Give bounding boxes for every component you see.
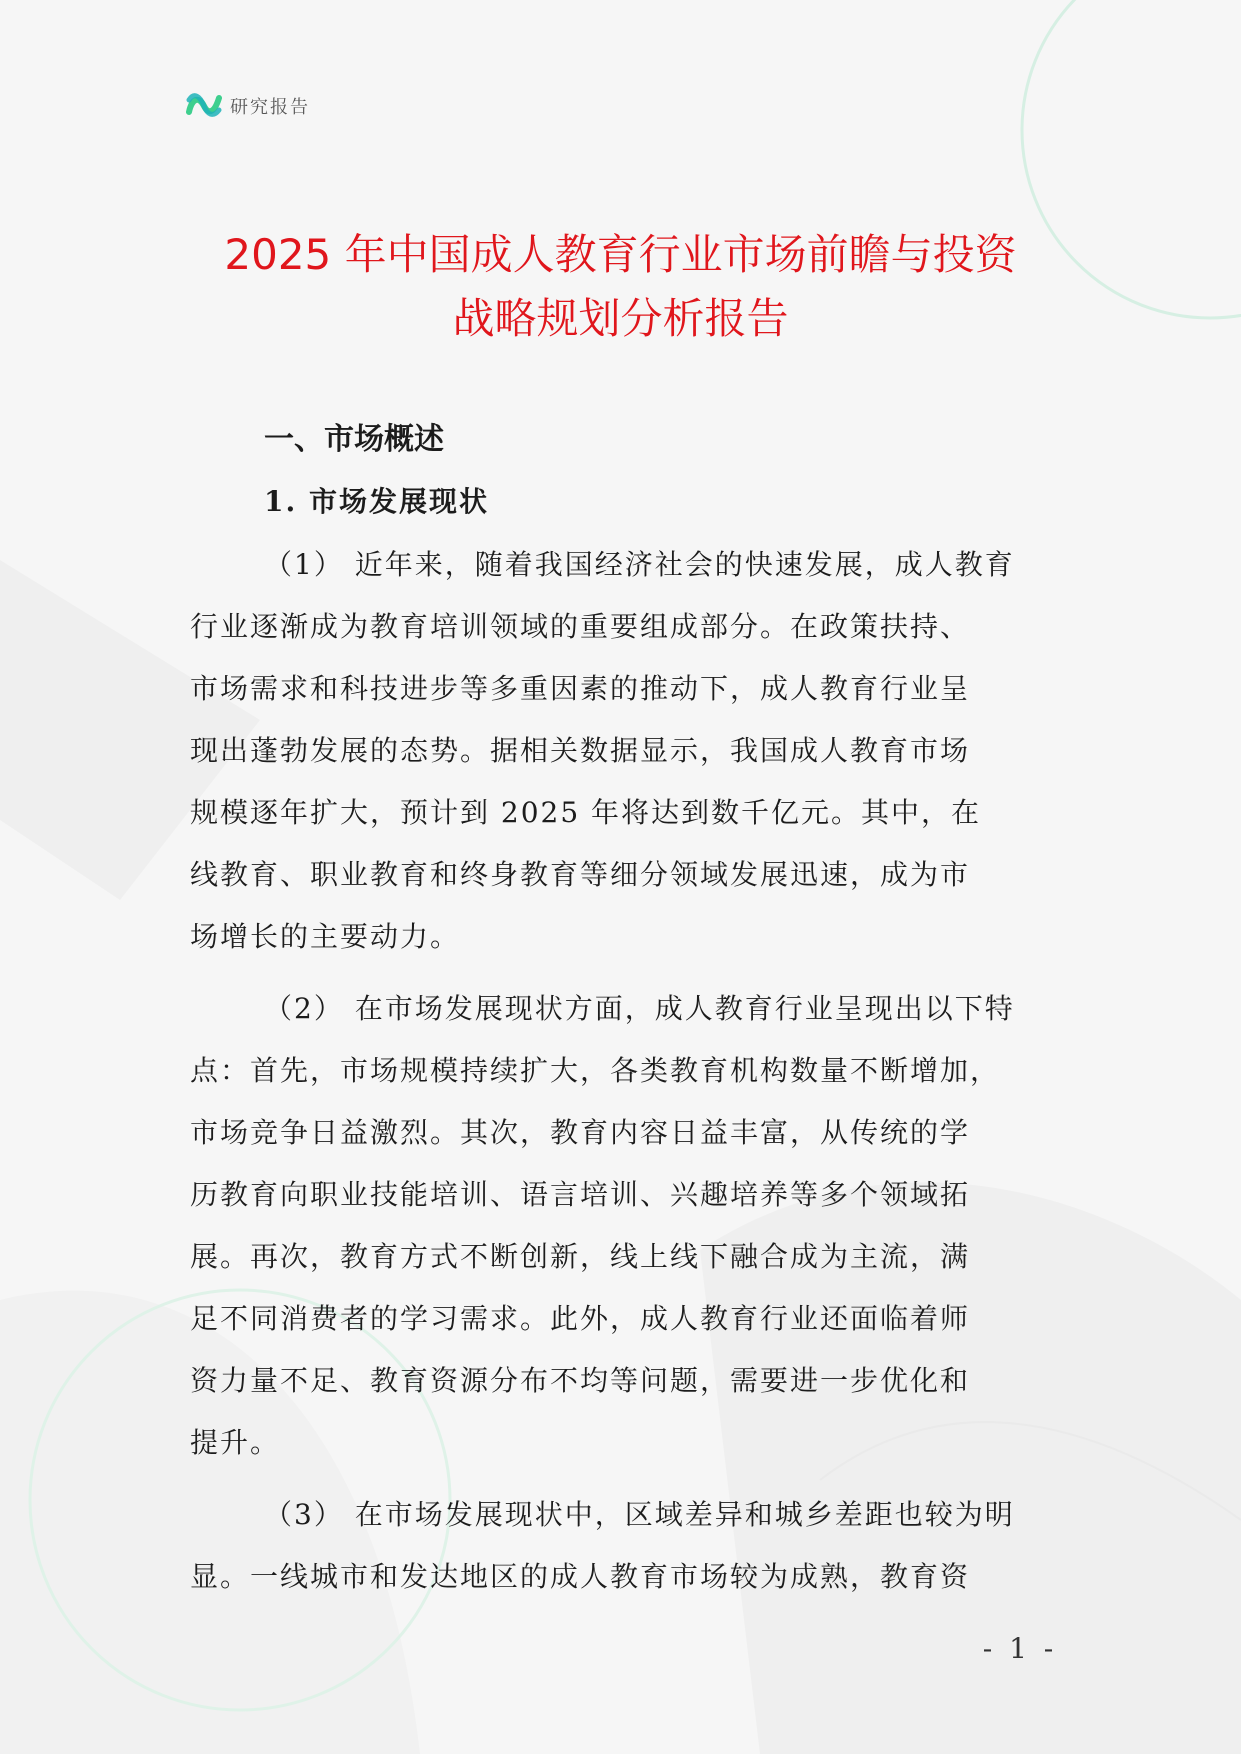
paragraph-line: （2） 在市场发展现状方面，成人教育行业呈现出以下特: [264, 992, 1015, 1025]
paragraph-2: [190, 978, 1050, 1474]
page-number: - 1 -: [982, 1632, 1058, 1665]
document-body: [190, 418, 1050, 1608]
paragraph-line: 规模逐年扩大，预计到 2025 年将达到数千亿元。其中，在: [190, 796, 982, 829]
paragraph-line: 市场竞争日益激烈。其次，教育内容日益丰富，从传统的学: [190, 1116, 971, 1149]
report-title-line-2: 战略规划分析报告: [452, 294, 789, 343]
paragraph-1: [190, 534, 1050, 968]
paragraph-line: 行业逐渐成为教育培训领域的重要组成部分。在政策扶持、: [190, 610, 971, 643]
paragraph-3: [190, 1484, 1050, 1608]
paragraph-line: 提升。: [190, 1426, 281, 1459]
paragraph-line: 现出蓬勃发展的态势。据相关数据显示，我国成人教育市场: [190, 734, 971, 767]
paragraph-line: 历教育向职业技能培训、语言培训、兴趣培养等多个领域拓: [190, 1178, 971, 1211]
paragraph-line: 显。一线城市和发达地区的成人教育市场较为成熟，教育资: [190, 1560, 971, 1593]
report-title-line-1: 2025 年中国成人教育行业市场前瞻与投资: [224, 230, 1017, 279]
paragraph-line: 点：首先，市场规模持续扩大，各类教育机构数量不断增加，: [190, 1054, 1001, 1087]
paragraph-line: 线教育、职业教育和终身教育等细分领域发展迅速，成为市: [190, 858, 971, 891]
paragraph-line: （3） 在市场发展现状中，区域差异和城乡差距也较为明: [264, 1498, 1015, 1531]
section-heading: 一、市场概述: [264, 422, 444, 457]
header-label: 研究报告: [230, 97, 310, 118]
paragraph-line: 足不同消费者的学习需求。此外，成人教育行业还面临着师: [190, 1302, 971, 1335]
paragraph-line: 市场需求和科技进步等多重因素的推动下，成人教育行业呈: [190, 672, 971, 705]
paragraph-line: （1） 近年来，随着我国经济社会的快速发展，成人教育: [264, 548, 1015, 581]
report-header: [186, 88, 310, 124]
brand-logo-icon: [186, 88, 222, 124]
paragraph-line: 展。再次，教育方式不断创新，线上线下融合成为主流，满: [190, 1240, 971, 1273]
paragraph-line: 资力量不足、教育资源分布不均等问题，需要进一步优化和: [190, 1364, 971, 1397]
sub-heading: 1. 市场发展现状: [264, 485, 489, 518]
paragraph-line: 场增长的主要动力。: [190, 920, 461, 953]
